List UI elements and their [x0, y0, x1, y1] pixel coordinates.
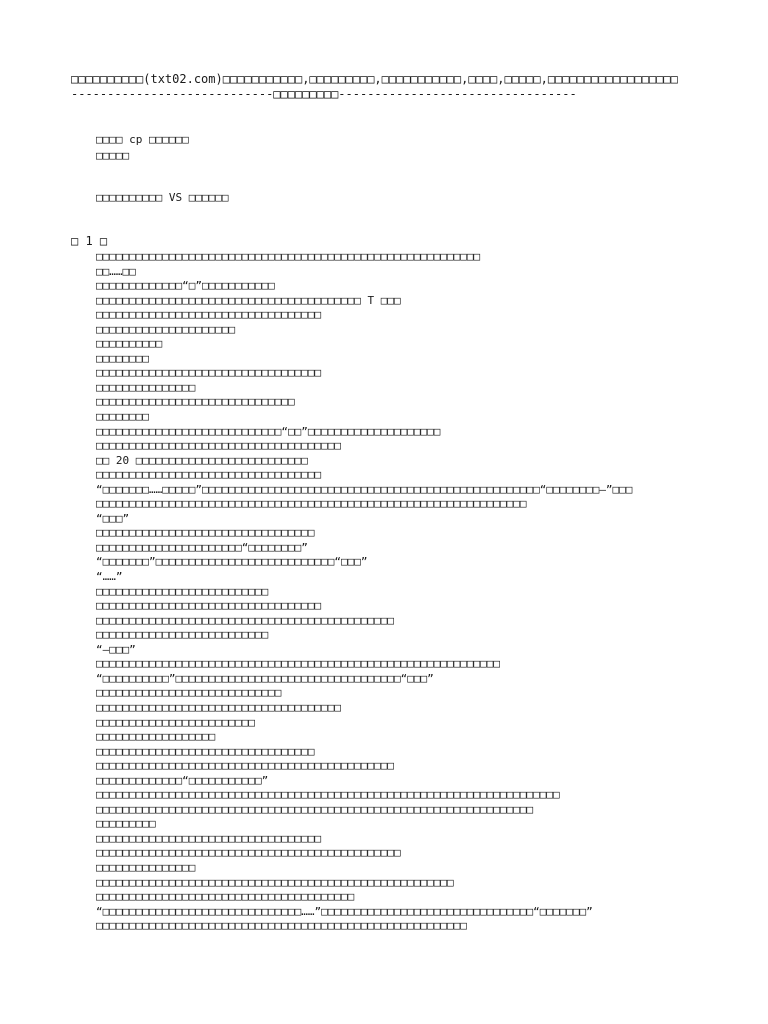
paragraph-line: □□□□□□□□□□□□□□□□□□□□□□□□ — [96, 715, 255, 729]
paragraph-line: □□□□□□□□□□□□□□□□□□□□□□□□□□□□□□□□□□□□□□□ — [96, 890, 355, 904]
paragraph-line: □□□□□□□□□□□□□□□ — [96, 860, 196, 874]
paragraph-line: □□□□□□□□□□□□□□□□□□□□□□□□□□□□□□□□□□□□□□□□□□□□□□□□□□□□□□□□□□□□□ — [96, 657, 500, 671]
paragraph-line: □□□□□□□□ — [96, 351, 149, 365]
chapter-heading: □ 1 □ — [71, 234, 108, 248]
paragraph-line: □□□□□□□□□□□□□“□□□□□□□□□□□” — [96, 773, 269, 787]
paragraph-line: □□□□□□□□□□□□□□□ — [96, 380, 196, 394]
paragraph-line: □□□□□□□□□□□□□□□□□□□□□□□□□□□□□□□□□□□□□□□□□□□□□ — [96, 613, 395, 627]
book-subtitle: □□□□□□□□□□ VS □□□□□□ — [96, 191, 229, 204]
paragraph-line: □□□□□□□□ — [96, 410, 149, 424]
paragraph-line: □□□□□□□□□□□□□□□□□□□□□□□□□□□□□□□□□□□□□□□□□□□□□□ — [96, 846, 401, 860]
paragraph-line: □□□□□□□□□□□□□□□□□□□□□□□□□□□□□□□□□□□□□□□□□□□□□□□□□□□□□□□□□□□□□□□□□□□□□□ — [96, 788, 560, 802]
paragraph-line: □□……□□ — [96, 264, 136, 278]
paragraph-line: □□□□□□□□□□□□□□□□□□□□□□□□□□ — [96, 584, 269, 598]
separator-line: ----------------------------□□□□□□□□□--------------------------------- — [71, 87, 577, 101]
paragraph-line: □□□□□□□□□□□□□□□□□□□□□□□□□□□□□□□□□□ — [96, 831, 322, 845]
site-notice: □□□□□□□□□□(txt02.com)□□□□□□□□□□□,□□□□□□□□□,□□□□□□□□□□□,□□□□,□□□□□,□□□□□□□□□□□□□□□□□□ — [71, 72, 678, 86]
book-author: □□□□□ — [96, 149, 130, 162]
paragraph-line: □□□□□□□□□□□□□□□□□□□□□□□□□□□□□□□□□□ — [96, 468, 322, 482]
paragraph-line: □□□□□□□□□□□□□□□□□□□□□□“□□□□□□□□” — [96, 540, 308, 554]
paragraph-line: □□□□□□□□□□□□□□□□□□□□□□□□□□□□□□ — [96, 395, 295, 409]
document-page — [71, 72, 731, 933]
paragraph-line: □□□□□□□□□□□□□□□□□□ — [96, 730, 216, 744]
paragraph-line: “□□□” — [96, 511, 130, 525]
paragraph-line: □□□□□□□□□□□□□□□□□□□□□□□□□□□□ — [96, 686, 282, 700]
book-title: □□□□ cp □□□□□□ — [96, 133, 189, 146]
paragraph-line: “……” — [96, 570, 123, 584]
paragraph-line: □□□□□□□□□□□□□□□□□□□□□□□□□□ — [96, 628, 269, 642]
paragraph-line: □□□□□□□□□□□□□□□□□□□□□□□□□□□□□□□□□ — [96, 744, 315, 758]
paragraph-line: □□□□□□□□□ — [96, 817, 156, 831]
paragraph-line: “□□□□□□□□□□□□□□□□□□□□□□□□□□□□□□……”□□□□□□□□□□□□□□□□□□□□□□□□□□□□□□□□“□□□□□□□” — [96, 904, 593, 918]
paragraph-line: □□□□□□□□□□□□□□□□□□□□□□□□□□□□□□□□□□□□□□□□□□□□□□□□□□□□□□ — [96, 875, 454, 889]
paragraph-line: “□□□□□□□”□□□□□□□□□□□□□□□□□□□□□□□□□□□“□□□” — [96, 555, 368, 569]
paragraph-line: □□□□□□□□□□□□□□□□□□□□□□□□□□□□□□□□□□□□□□□□□□□□□□□□□□□□□□□□□□□□□□□□□□ — [96, 802, 534, 816]
paragraph-line: □□□□□□□□□□□□□□□□□□□□□ — [96, 322, 236, 336]
chapter-body — [96, 250, 716, 934]
paragraph-line: □□□□□□□□□□□□□□□□□□□□□□□□□□□□□□□□□□ — [96, 308, 322, 322]
paragraph-line: □□□□□□□□□□□□□□□□□□□□□□□□□□□□□□□□□□□□□□□□□□□□□□□□□□□□□□□□□□ — [96, 250, 481, 263]
paragraph-line: □□□□□□□□□□□□□□□□□□□□□□□□□□□□□□□□□□□□□□□□ T □□□ — [96, 293, 401, 307]
paragraph-line: “□□□□□□□□□□”□□□□□□□□□□□□□□□□□□□□□□□□□□□□□□□□□□“□□□” — [96, 671, 434, 685]
paragraph-line: □□□□□□□□□□□□□□□□□□□□□□□□□□□□□□□□□□□□□□□□□□□□□ — [96, 759, 395, 773]
paragraph-line: □□□□□□□□□□□□□□□□□□□□□□□□□□□□□□□□□□□□□□□□□□□□□□□□□□□□□□□□□□□□□□□□□ — [96, 497, 527, 511]
paragraph-line: □□□□□□□□□□□□□□□□□□□□□□□□□□□□□□□□□□□□□ — [96, 700, 342, 714]
paragraph-line: □□ 20 □□□□□□□□□□□□□□□□□□□□□□□□□□ — [96, 453, 308, 467]
paragraph-line: □□□□□□□□□□□□□□□□□□□□□□□□□□□□“□□”□□□□□□□□□□□□□□□□□□□□ — [96, 424, 441, 438]
paragraph-line: □□□□□□□□□□□□□□□□□□□□□□□□□□□□□□□□□□ — [96, 599, 322, 613]
paragraph-line: □□□□□□□□□□□□□□□□□□□□□□□□□□□□□□□□□□□□□ — [96, 439, 342, 453]
paragraph-line: □□□□□□□□□□ — [96, 337, 163, 351]
paragraph-line: “□□□□□□□……□□□□□”□□□□□□□□□□□□□□□□□□□□□□□□□□□□□□□□□□□□□□□□□□□□□□□□□□□“□□□□□□□□—”□□□ — [96, 482, 633, 496]
paragraph-line: “—□□□” — [96, 642, 136, 656]
paragraph-line: □□□□□□□□□□□□□□□□□□□□□□□□□□□□□□□□□□□□□□□□□□□□□□□□□□□□□□□□ — [96, 919, 467, 933]
paragraph-line: □□□□□□□□□□□□□□□□□□□□□□□□□□□□□□□□□ — [96, 526, 315, 540]
paragraph-line: □□□□□□□□□□□□□□□□□□□□□□□□□□□□□□□□□□ — [96, 366, 322, 380]
paragraph-line: □□□□□□□□□□□□□“□”□□□□□□□□□□□ — [96, 279, 275, 293]
